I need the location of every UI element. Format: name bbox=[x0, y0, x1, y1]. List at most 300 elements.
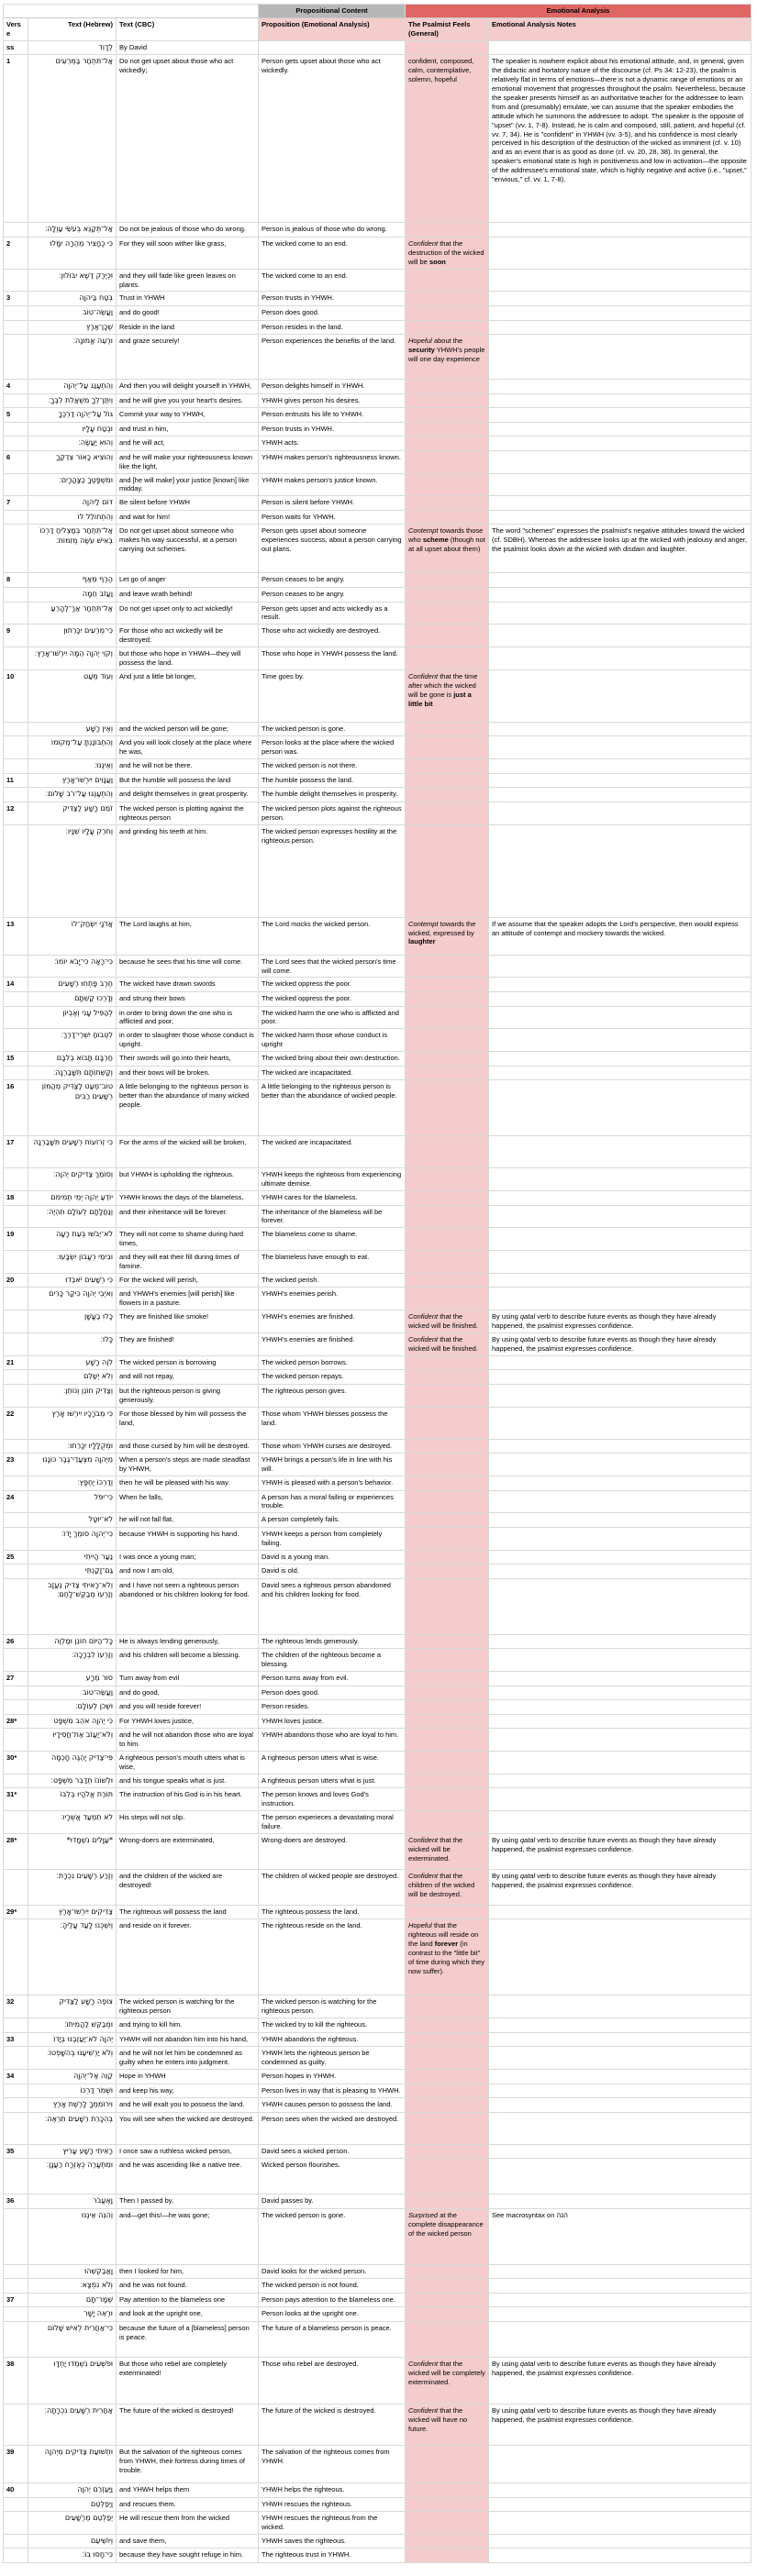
cell-analysis-notes[interactable] bbox=[489, 825, 751, 918]
group-header-emotional-analysis[interactable]: Emotional Analysis bbox=[406, 5, 751, 18]
cell-analysis-notes[interactable] bbox=[489, 1752, 751, 1774]
cell-cbc-text[interactable]: They are finished like smoke! bbox=[117, 1310, 259, 1333]
cell-hebrew-text[interactable]: כִּי זְרוֹעוֹת רְשָׁעִים תִּשָּׁבַרְנָה bbox=[28, 1136, 117, 1168]
cell-proposition[interactable]: Wrong-doers are destroyed. bbox=[259, 1834, 406, 1870]
cell-proposition[interactable]: The person knows and loves God's instruction. bbox=[259, 1788, 406, 1811]
cell-hebrew-text[interactable]: קַוֵּה אֶל־יְהוָה bbox=[28, 2070, 117, 2084]
cell-analysis-notes[interactable] bbox=[489, 1635, 751, 1650]
cell-psalmist-feels[interactable] bbox=[406, 41, 489, 56]
cell-proposition[interactable]: The wicked come to an end. bbox=[259, 270, 406, 293]
cell-cbc-text[interactable]: And you will look closely at the place where he was, bbox=[117, 736, 259, 759]
cell-verse[interactable]: 10 bbox=[4, 670, 28, 723]
cell-cbc-text[interactable]: For they will soon wither like grass, bbox=[117, 238, 259, 270]
cell-hebrew-text[interactable]: שְׁכָן־אֶרֶץ bbox=[28, 321, 117, 336]
cell-hebrew-text[interactable]: דּוֹם לַיהוָה bbox=[28, 496, 117, 511]
cell-psalmist-feels[interactable] bbox=[406, 1564, 489, 1579]
cell-verse[interactable] bbox=[4, 1564, 28, 1579]
group-header-propositional-content[interactable]: Propositional Content bbox=[259, 5, 406, 18]
cell-psalmist-feels[interactable] bbox=[406, 2294, 489, 2308]
cell-hebrew-text[interactable]: אַל־תְּקַנֵּא בְּעֹשֵׂי עַוְלָה׃ bbox=[28, 223, 117, 238]
cell-cbc-text[interactable]: and trying to kill him. bbox=[117, 2018, 259, 2033]
cell-analysis-notes[interactable] bbox=[489, 2279, 751, 2294]
cell-verse[interactable] bbox=[4, 2307, 28, 2322]
cell-verse[interactable] bbox=[4, 223, 28, 238]
cell-analysis-notes[interactable] bbox=[489, 335, 751, 380]
cell-cbc-text[interactable]: and rescues them. bbox=[117, 2498, 259, 2513]
cell-verse[interactable] bbox=[4, 2279, 28, 2294]
cell-proposition[interactable]: YHWH saves the righteous. bbox=[259, 2535, 406, 2549]
cell-proposition[interactable]: The wicked oppress the poor. bbox=[259, 978, 406, 992]
cell-hebrew-text[interactable]: כִּי כֶחָצִיר מְהֵרָה יִמָּלוּ bbox=[28, 238, 117, 270]
cell-proposition[interactable]: The wicked person repays. bbox=[259, 1370, 406, 1385]
cell-proposition[interactable]: YHWH's enemies are finished. bbox=[259, 1333, 406, 1356]
cell-analysis-notes[interactable] bbox=[489, 1029, 751, 1052]
cell-proposition[interactable]: The wicked harm those whose conduct is upright bbox=[259, 1029, 406, 1052]
cell-hebrew-text[interactable]: אֲדֹנָי יִשְׂחַק־לוֹ bbox=[28, 918, 117, 956]
cell-cbc-text[interactable]: and they will eat their fill during times of famine. bbox=[117, 1251, 259, 1274]
cell-proposition[interactable]: YHWH keeps a person from completely failing. bbox=[259, 1528, 406, 1551]
cell-cbc-text[interactable]: Do not be jealous of those who do wrong. bbox=[117, 223, 259, 238]
cell-cbc-text[interactable]: and save them, bbox=[117, 2535, 259, 2549]
cell-psalmist-feels[interactable] bbox=[406, 992, 489, 1007]
cell-proposition[interactable]: David sees a wicked person. bbox=[259, 2145, 406, 2160]
cell-hebrew-text[interactable]: וְיוֹשִׁיעֵם bbox=[28, 2535, 117, 2549]
cell-hebrew-text[interactable]: וְקֹוֵי יְהוָה הֵמָּה יִירְשׁוּ־אָרֶץ׃ bbox=[28, 647, 117, 670]
cell-proposition[interactable]: David passes by. bbox=[259, 2195, 406, 2209]
cell-analysis-notes[interactable] bbox=[489, 1491, 751, 1514]
cell-psalmist-feels[interactable] bbox=[406, 2018, 489, 2033]
cell-psalmist-feels[interactable] bbox=[406, 2483, 489, 2498]
cell-proposition[interactable]: Wicked person flourishes. bbox=[259, 2159, 406, 2195]
cell-psalmist-feels[interactable] bbox=[406, 270, 489, 293]
cell-cbc-text[interactable]: and he was ascending like a native tree. bbox=[117, 2159, 259, 2195]
cell-verse[interactable]: 33 bbox=[4, 2033, 28, 2048]
cell-analysis-notes[interactable] bbox=[489, 573, 751, 588]
cell-cbc-text[interactable]: You will see when the wicked are destroyed. bbox=[117, 2113, 259, 2145]
cell-verse[interactable] bbox=[4, 603, 28, 625]
cell-proposition[interactable]: The righteous lends generously. bbox=[259, 1635, 406, 1650]
cell-analysis-notes[interactable] bbox=[489, 41, 751, 56]
cell-psalmist-feels[interactable]: Confident that the time after which the wicked will be gone is just a little bit bbox=[406, 670, 489, 723]
cell-analysis-notes[interactable] bbox=[489, 2033, 751, 2048]
cell-hebrew-text[interactable]: וּשְׁמֹר דַּרְכּוֹ bbox=[28, 2084, 117, 2099]
cell-hebrew-text[interactable]: וְקַשְּׁתוֹתָם תִּשָּׁבַרְנָה׃ bbox=[28, 1067, 117, 1081]
cell-cbc-text[interactable]: and their bows will be broken. bbox=[117, 1067, 259, 1081]
cell-analysis-notes[interactable] bbox=[489, 2512, 751, 2535]
cell-cbc-text[interactable]: The wicked person is plotting against the righteous person bbox=[117, 802, 259, 825]
cell-proposition[interactable]: Those who hope in YHWH possess the land. bbox=[259, 647, 406, 670]
cell-proposition[interactable]: Person hopes in YHWH. bbox=[259, 2070, 406, 2084]
cell-cbc-text[interactable]: because YHWH is supporting his hand. bbox=[117, 1528, 259, 1551]
cell-analysis-notes[interactable]: By using qatal verb to describe future events as though they have already happened, the psalmist expresses confidence. bbox=[489, 1834, 751, 1870]
cell-cbc-text[interactable]: and wait for him! bbox=[117, 511, 259, 525]
cell-analysis-notes[interactable] bbox=[489, 437, 751, 451]
cell-cbc-text[interactable]: For the arms of the wicked will be broken, bbox=[117, 1136, 259, 1168]
cell-analysis-notes[interactable] bbox=[489, 408, 751, 423]
cell-proposition[interactable]: Person pays attention to the blameless one. bbox=[259, 2294, 406, 2308]
cell-analysis-notes[interactable] bbox=[489, 956, 751, 978]
cell-analysis-notes[interactable] bbox=[489, 292, 751, 306]
cell-hebrew-text[interactable]: וְהִתְחוֹלֵל לוֹ bbox=[28, 511, 117, 525]
cell-cbc-text[interactable]: A righteous person's mouth utters what is wise, bbox=[117, 1752, 259, 1774]
cell-verse[interactable] bbox=[4, 759, 28, 774]
cell-psalmist-feels[interactable] bbox=[406, 774, 489, 789]
cell-cbc-text[interactable]: But the salvation of the righteous comes from YHWH, their fortress during times of trouble. bbox=[117, 2446, 259, 2483]
cell-analysis-notes[interactable]: The word "schemes" expresses the psalmist's negative attitudes toward the wicked (cf. SDBH). Whereas the addressee looks up at the wicked with jealousy and anger, the psalmist looks down at the wicked with disdain and laughter. bbox=[489, 525, 751, 573]
cell-analysis-notes[interactable] bbox=[489, 2070, 751, 2084]
cell-proposition[interactable]: The wicked person is not found. bbox=[259, 2279, 406, 2294]
cell-verse[interactable] bbox=[4, 1476, 28, 1491]
cell-hebrew-text[interactable]: וּרְאֵה יָשָׁר bbox=[28, 2307, 117, 2322]
cell-psalmist-feels[interactable] bbox=[406, 1774, 489, 1789]
cell-psalmist-feels[interactable] bbox=[406, 1408, 489, 1440]
cell-analysis-notes[interactable] bbox=[489, 992, 751, 1007]
cell-analysis-notes[interactable] bbox=[489, 1356, 751, 1371]
cell-proposition[interactable]: YHWH abandons those who are loyal to him. bbox=[259, 1729, 406, 1752]
cell-verse[interactable]: 2 bbox=[4, 238, 28, 270]
cell-analysis-notes[interactable] bbox=[489, 1052, 751, 1067]
cell-analysis-notes[interactable] bbox=[489, 1996, 751, 2018]
cell-hebrew-text[interactable]: חַרְבָּם תָּבוֹא בְלִבָּם bbox=[28, 1052, 117, 1067]
cell-proposition[interactable]: The children of the righteous become a blessing. bbox=[259, 1649, 406, 1672]
cell-psalmist-feels[interactable] bbox=[406, 474, 489, 497]
cell-cbc-text[interactable]: but the righteous person is giving generously. bbox=[117, 1385, 259, 1408]
cell-proposition[interactable]: YHWH loves justice. bbox=[259, 1715, 406, 1730]
cell-proposition[interactable]: The humble delight themselves in prosperity. bbox=[259, 788, 406, 802]
cell-psalmist-feels[interactable]: Confident that the wicked will be finished. bbox=[406, 1310, 489, 1333]
cell-verse[interactable]: 39 bbox=[4, 2446, 28, 2483]
cell-hebrew-text[interactable]: וְלֹא יְשַׁלֵּם bbox=[28, 1370, 117, 1385]
cell-hebrew-text[interactable]: לְדָוִד bbox=[28, 41, 117, 56]
cell-psalmist-feels[interactable] bbox=[406, 2446, 489, 2483]
cell-cbc-text[interactable]: and he was not found. bbox=[117, 2279, 259, 2294]
cell-cbc-text[interactable]: For YHWH loves justice, bbox=[117, 1715, 259, 1730]
cell-analysis-notes[interactable] bbox=[489, 723, 751, 737]
cell-psalmist-feels[interactable] bbox=[406, 2322, 489, 2358]
cell-analysis-notes[interactable] bbox=[489, 2548, 751, 2563]
cell-cbc-text[interactable]: in order to bring down the one who is afflicted and poor, bbox=[117, 1007, 259, 1030]
cell-proposition[interactable]: The blameless have enough to eat. bbox=[259, 1251, 406, 1274]
cell-proposition[interactable]: The salvation of the righteous comes from YHWH. bbox=[259, 2446, 406, 2483]
cell-psalmist-feels[interactable]: confident, composed, calm, contemplative, solemn, hopeful bbox=[406, 55, 489, 223]
cell-proposition[interactable]: Person experiences the benefits of the land. bbox=[259, 335, 406, 380]
cell-analysis-notes[interactable] bbox=[489, 2047, 751, 2070]
cell-proposition[interactable]: The Lord sees that the wicked person's time will come. bbox=[259, 956, 406, 978]
cell-hebrew-text[interactable]: הֶרֶף מֵאַף bbox=[28, 573, 117, 588]
cell-verse[interactable]: 36 bbox=[4, 2195, 28, 2209]
cell-verse[interactable] bbox=[4, 2113, 28, 2145]
cell-verse[interactable]: 23 bbox=[4, 1454, 28, 1476]
cell-psalmist-feels[interactable] bbox=[406, 1635, 489, 1650]
cell-hebrew-text[interactable]: אַל־תִּתְחַר בְּמַצְלִיחַ דַּרְכּוֹ בְּאִישׁ עֹשֶׂה מְזִמּוֹת׃ bbox=[28, 525, 117, 573]
cell-analysis-notes[interactable] bbox=[489, 238, 751, 270]
cell-hebrew-text[interactable]: וְהִתְבּוֹנַנְתָּ עַל־מְקוֹמוֹ bbox=[28, 736, 117, 759]
cell-verse[interactable] bbox=[4, 788, 28, 802]
cell-verse[interactable] bbox=[4, 2098, 28, 2113]
cell-cbc-text[interactable]: The future of the wicked is destroyed! bbox=[117, 2405, 259, 2446]
cell-verse[interactable] bbox=[4, 2498, 28, 2513]
cell-verse[interactable]: 17 bbox=[4, 1136, 28, 1168]
cell-psalmist-feels[interactable] bbox=[406, 408, 489, 423]
cell-psalmist-feels[interactable] bbox=[406, 1251, 489, 1274]
cell-proposition[interactable]: The wicked person is not there. bbox=[259, 759, 406, 774]
cell-proposition[interactable]: Person ceases to be angry. bbox=[259, 588, 406, 603]
cell-proposition[interactable]: Person lives in way that is pleasing to YHWH. bbox=[259, 2084, 406, 2099]
cell-proposition[interactable]: Person trusts in YHWH. bbox=[259, 292, 406, 306]
cell-psalmist-feels[interactable]: Confident that the children of the wicked will be destroyed. bbox=[406, 1870, 489, 1906]
cell-verse[interactable] bbox=[4, 2405, 28, 2446]
cell-proposition[interactable]: YHWH lets the righteous person be condemned as guilty. bbox=[259, 2047, 406, 2070]
cell-hebrew-text[interactable]: וְיִתֶּן־לְךָ מִשְׁאֲלֹת לִבֶּךָ׃ bbox=[28, 394, 117, 409]
cell-analysis-notes[interactable] bbox=[489, 2159, 751, 2195]
cell-verse[interactable]: 4 bbox=[4, 380, 28, 394]
cell-proposition[interactable]: YHWH cares for the blameless. bbox=[259, 1191, 406, 1206]
cell-cbc-text[interactable]: Do not get upset only to act wickedly! bbox=[117, 603, 259, 625]
cell-cbc-text[interactable]: I once saw a ruthless wicked person, bbox=[117, 2145, 259, 2160]
cell-cbc-text[interactable]: But the humble will possess the land bbox=[117, 774, 259, 789]
cell-cbc-text[interactable]: and his children will become a blessing. bbox=[117, 1649, 259, 1672]
cell-proposition[interactable]: Person ceases to be angry. bbox=[259, 573, 406, 588]
cell-cbc-text[interactable]: and keep his way, bbox=[117, 2084, 259, 2099]
cell-analysis-notes[interactable] bbox=[489, 625, 751, 647]
cell-psalmist-feels[interactable] bbox=[406, 423, 489, 437]
cell-proposition[interactable]: The wicked person plots against the righteous person. bbox=[259, 802, 406, 825]
cell-psalmist-feels[interactable] bbox=[406, 1274, 489, 1288]
cell-cbc-text[interactable]: The instruction of his God is in his heart. bbox=[117, 1788, 259, 1811]
cell-cbc-text[interactable]: His steps will not slip. bbox=[117, 1811, 259, 1834]
cell-proposition[interactable]: Person gets upset about those who act wickedly. bbox=[259, 55, 406, 223]
cell-analysis-notes[interactable] bbox=[489, 1649, 751, 1672]
cell-psalmist-feels[interactable]: Confident that the wicked will have no future. bbox=[406, 2405, 489, 2446]
cell-verse[interactable] bbox=[4, 1870, 28, 1906]
cell-verse[interactable] bbox=[4, 306, 28, 321]
cell-proposition[interactable]: Person does good. bbox=[259, 1686, 406, 1701]
cell-cbc-text[interactable]: When he falls, bbox=[117, 1491, 259, 1514]
cell-analysis-notes[interactable] bbox=[489, 2145, 751, 2160]
cell-hebrew-text[interactable]: חֶרֶב פָּתְחוּ רְשָׁעִים bbox=[28, 978, 117, 992]
cell-proposition[interactable]: The wicked person is gone. bbox=[259, 723, 406, 737]
cell-proposition[interactable]: The blameless come to shame. bbox=[259, 1228, 406, 1251]
cell-psalmist-feels[interactable] bbox=[406, 802, 489, 825]
cell-analysis-notes[interactable] bbox=[489, 1686, 751, 1701]
cell-hebrew-text[interactable]: לֹא־יֵבֹשׁוּ בְּעֵת רָעָה bbox=[28, 1228, 117, 1251]
cell-verse[interactable]: 16 bbox=[4, 1080, 28, 1136]
cell-proposition[interactable]: The children of wicked people are destroyed. bbox=[259, 1870, 406, 1906]
cell-proposition[interactable]: Those whom YHWH curses are destroyed. bbox=[259, 1440, 406, 1454]
cell-cbc-text[interactable]: They will not come to shame during hard times, bbox=[117, 1228, 259, 1251]
cell-proposition[interactable]: The humble possess the land. bbox=[259, 774, 406, 789]
cell-psalmist-feels[interactable] bbox=[406, 1206, 489, 1229]
cell-cbc-text[interactable]: and those cursed by him will be destroyed. bbox=[117, 1440, 259, 1454]
cell-analysis-notes[interactable] bbox=[489, 2113, 751, 2145]
cell-hebrew-text[interactable]: יוֹדֵעַ יְהוָה יְמֵי תְמִימִם bbox=[28, 1191, 117, 1206]
cell-proposition[interactable]: The person experieces a devastating moral failure. bbox=[259, 1811, 406, 1834]
cell-analysis-notes[interactable] bbox=[489, 1385, 751, 1408]
cell-hebrew-text[interactable]: וְאֵין רָשָׁע bbox=[28, 723, 117, 737]
cell-cbc-text[interactable]: For the wicked will perish, bbox=[117, 1274, 259, 1288]
cell-verse[interactable]: 1 bbox=[4, 55, 28, 223]
cell-psalmist-feels[interactable] bbox=[406, 2033, 489, 2048]
cell-hebrew-text[interactable]: כִּי־חָסוּ בוֹ׃ bbox=[28, 2548, 117, 2563]
cell-psalmist-feels[interactable] bbox=[406, 1080, 489, 1136]
cell-cbc-text[interactable]: and now I am old, bbox=[117, 1564, 259, 1579]
cell-verse[interactable]: 40 bbox=[4, 2483, 28, 2498]
cell-proposition[interactable]: YHWH gives person his desires. bbox=[259, 394, 406, 409]
cell-verse[interactable] bbox=[4, 2535, 28, 2549]
cell-hebrew-text[interactable]: וְדָרְכוּ קַשְׁתָּם bbox=[28, 992, 117, 1007]
cell-analysis-notes[interactable] bbox=[489, 474, 751, 497]
cell-psalmist-feels[interactable]: Confident that the wicked will be exterminated. bbox=[406, 1834, 489, 1870]
cell-analysis-notes[interactable] bbox=[489, 2446, 751, 2483]
cell-proposition[interactable]: The wicked bring about their own destruction. bbox=[259, 1052, 406, 1067]
cell-verse[interactable]: 21 bbox=[4, 1356, 28, 1371]
cell-psalmist-feels[interactable] bbox=[406, 2512, 489, 2535]
cell-psalmist-feels[interactable]: Confident that the destruction of the wicked will be soon bbox=[406, 238, 489, 270]
cell-analysis-notes[interactable]: See macrosyntax on הנה bbox=[489, 2209, 751, 2265]
cell-psalmist-feels[interactable] bbox=[406, 1906, 489, 1920]
cell-analysis-notes[interactable] bbox=[489, 1700, 751, 1715]
cell-verse[interactable] bbox=[4, 511, 28, 525]
cell-psalmist-feels[interactable] bbox=[406, 1191, 489, 1206]
cell-proposition[interactable]: YHWH is pleased with a person's behavior. bbox=[259, 1476, 406, 1491]
cell-hebrew-text[interactable]: וַעֲשֵׂה־טוֹב bbox=[28, 306, 117, 321]
cell-proposition[interactable]: The wicked oppress the poor. bbox=[259, 992, 406, 1007]
cell-psalmist-feels[interactable] bbox=[406, 1513, 489, 1528]
cell-cbc-text[interactable]: Pay attention to the blameless one bbox=[117, 2294, 259, 2308]
cell-analysis-notes[interactable] bbox=[489, 1370, 751, 1385]
cell-cbc-text[interactable]: For those blessed by him will possess the land, bbox=[117, 1408, 259, 1440]
cell-proposition[interactable]: Person entrusts his life to YHWH. bbox=[259, 408, 406, 423]
cell-analysis-notes[interactable] bbox=[489, 270, 751, 293]
cell-verse[interactable] bbox=[4, 525, 28, 573]
cell-analysis-notes[interactable] bbox=[489, 1476, 751, 1491]
cell-hebrew-text[interactable]: וְאֵינֶנּוּ׃ bbox=[28, 759, 117, 774]
cell-analysis-notes[interactable]: By using qatal verb to describe future events as though they have already happened, the psalmist expresses confidence. bbox=[489, 1333, 751, 1356]
cell-hebrew-text[interactable]: וְהוּא יַעֲשֶׂה׃ bbox=[28, 437, 117, 451]
cell-psalmist-feels[interactable] bbox=[406, 2498, 489, 2513]
cell-psalmist-feels[interactable] bbox=[406, 1136, 489, 1168]
cell-proposition[interactable]: YHWH makes person's justice known. bbox=[259, 474, 406, 497]
cell-psalmist-feels[interactable] bbox=[406, 1649, 489, 1672]
cell-analysis-notes[interactable] bbox=[489, 2307, 751, 2322]
cell-psalmist-feels[interactable] bbox=[406, 588, 489, 603]
cell-proposition[interactable]: The righteous possess the land. bbox=[259, 1906, 406, 1920]
cell-psalmist-feels[interactable] bbox=[406, 380, 489, 394]
cell-cbc-text[interactable]: and will not repay, bbox=[117, 1370, 259, 1385]
cell-analysis-notes[interactable] bbox=[489, 1080, 751, 1136]
cell-cbc-text[interactable]: He will rescue them from the wicked bbox=[117, 2512, 259, 2535]
cell-cbc-text[interactable]: For those who act wickedly will be destroyed; bbox=[117, 625, 259, 647]
cell-hebrew-text[interactable]: בְּהִכָּרֵת רְשָׁעִים תִּרְאֶה׃ bbox=[28, 2113, 117, 2145]
cell-cbc-text[interactable]: When a person's steps are made steadfast by YHWH, bbox=[117, 1454, 259, 1476]
cell-analysis-notes[interactable] bbox=[489, 774, 751, 789]
cell-hebrew-text[interactable]: וִירוֹמִמְךָ לָרֶשֶׁת אָרֶץ bbox=[28, 2098, 117, 2113]
cell-cbc-text[interactable]: and their inheritance will be forever. bbox=[117, 1206, 259, 1229]
cell-verse[interactable] bbox=[4, 423, 28, 437]
cell-verse[interactable] bbox=[4, 394, 28, 409]
cell-proposition[interactable]: YHWH makes person's righteousness known. bbox=[259, 451, 406, 474]
cell-hebrew-text[interactable]: כִּי־יְהוָה סוֹמֵךְ יָדוֹ׃ bbox=[28, 1528, 117, 1551]
cell-proposition[interactable]: David sees a righteous person abandoned and his children looking for food. bbox=[259, 1579, 406, 1635]
cell-hebrew-text[interactable]: כָּלוּ בֶעָשָׁן bbox=[28, 1310, 117, 1333]
cell-psalmist-feels[interactable] bbox=[406, 2535, 489, 2549]
cell-cbc-text[interactable]: and he will not abandon those who are loyal to him. bbox=[117, 1729, 259, 1752]
cell-verse[interactable] bbox=[4, 723, 28, 737]
cell-hebrew-text[interactable]: וְיִשְׁכְּנוּ לָעַד עָלֶיהָ׃ bbox=[28, 1919, 117, 1996]
cell-cbc-text[interactable]: and he will act, bbox=[117, 437, 259, 451]
cell-hebrew-text[interactable]: נַעַר הָיִיתִי bbox=[28, 1551, 117, 1565]
cell-cbc-text[interactable]: and leave wrath behind! bbox=[117, 588, 259, 603]
cell-proposition[interactable]: YHWH rescues the righteous. bbox=[259, 2498, 406, 2513]
cell-psalmist-feels[interactable] bbox=[406, 1528, 489, 1551]
cell-cbc-text[interactable]: and—get this!—he was gone; bbox=[117, 2209, 259, 2265]
cell-cbc-text[interactable]: then he will be pleased with his way. bbox=[117, 1476, 259, 1491]
cell-hebrew-text[interactable]: וּלְשׁוֹנוֹ תְּדַבֵּר מִשְׁפָּט׃ bbox=[28, 1774, 117, 1789]
cell-proposition[interactable]: Person is silent before YHWH. bbox=[259, 496, 406, 511]
cell-hebrew-text[interactable]: יְפַלְּטֵם מֵרְשָׁעִים bbox=[28, 2512, 117, 2535]
cell-proposition[interactable]: Person does good. bbox=[259, 306, 406, 321]
cell-psalmist-feels[interactable] bbox=[406, 1067, 489, 1081]
cell-analysis-notes[interactable] bbox=[489, 670, 751, 723]
cell-proposition[interactable]: The righteous trust in YHWH. bbox=[259, 2548, 406, 2563]
cell-proposition[interactable]: Person trusts in YHWH. bbox=[259, 423, 406, 437]
cell-psalmist-feels[interactable] bbox=[406, 647, 489, 670]
cell-verse[interactable] bbox=[4, 474, 28, 497]
cell-verse[interactable]: 31* bbox=[4, 1788, 28, 1811]
cell-hebrew-text[interactable]: וְהִתְעַנְּגוּ עַל־רֹב שָׁלוֹם׃ bbox=[28, 788, 117, 802]
cell-verse[interactable] bbox=[4, 1370, 28, 1385]
cell-psalmist-feels[interactable] bbox=[406, 2098, 489, 2113]
cell-analysis-notes[interactable] bbox=[489, 496, 751, 511]
cell-cbc-text[interactable]: then I looked for him, bbox=[117, 2265, 259, 2280]
cell-verse[interactable]: 8 bbox=[4, 573, 28, 588]
cell-cbc-text[interactable]: and his tongue speaks what is just. bbox=[117, 1774, 259, 1789]
cell-psalmist-feels[interactable] bbox=[406, 306, 489, 321]
cell-analysis-notes[interactable] bbox=[489, 736, 751, 759]
cell-verse[interactable]: 27 bbox=[4, 1672, 28, 1686]
cell-verse[interactable] bbox=[4, 1251, 28, 1274]
cell-verse[interactable] bbox=[4, 1310, 28, 1333]
cell-verse[interactable] bbox=[4, 2548, 28, 2563]
cell-verse[interactable] bbox=[4, 825, 28, 918]
cell-psalmist-feels[interactable]: Confident that the wicked will be finished. bbox=[406, 1333, 489, 1356]
cell-hebrew-text[interactable]: לֹא־יוּטָל bbox=[28, 1513, 117, 1528]
cell-verse[interactable] bbox=[4, 1168, 28, 1191]
cell-proposition[interactable]: Time goes by. bbox=[259, 670, 406, 723]
cell-hebrew-text[interactable]: וְזֶרַע רְשָׁעִים נִכְרָת׃ bbox=[28, 1870, 117, 1906]
cell-psalmist-feels[interactable] bbox=[406, 511, 489, 525]
cell-psalmist-feels[interactable] bbox=[406, 2145, 489, 2160]
cell-verse[interactable] bbox=[4, 1333, 28, 1356]
cell-analysis-notes[interactable] bbox=[489, 2084, 751, 2099]
cell-verse[interactable]: 20 bbox=[4, 1274, 28, 1288]
cell-psalmist-feels[interactable] bbox=[406, 2279, 489, 2294]
cell-hebrew-text[interactable]: זֹמֵם רָשָׁע לַצַּדִּיק bbox=[28, 802, 117, 825]
cell-verse[interactable]: 14 bbox=[4, 978, 28, 992]
cell-hebrew-text[interactable]: שְׁמָר־תָּם bbox=[28, 2294, 117, 2308]
cell-analysis-notes[interactable] bbox=[489, 1811, 751, 1834]
cell-analysis-notes[interactable] bbox=[489, 1528, 751, 1551]
cell-hebrew-text[interactable]: *עַוָּלִים נִשְׁמָדוּ* bbox=[28, 1834, 117, 1870]
cell-psalmist-feels[interactable] bbox=[406, 1729, 489, 1752]
cell-psalmist-feels[interactable] bbox=[406, 2159, 489, 2195]
cell-hebrew-text[interactable]: וּבִימֵי רְעָבוֹן יִשְׂבָּעוּ׃ bbox=[28, 1251, 117, 1274]
cell-hebrew-text[interactable]: וּבְטַח עָלָיו bbox=[28, 423, 117, 437]
cell-hebrew-text[interactable]: וְלֹא יַרְשִׁיעֶנּוּ בְּהִשָּׁפְטוֹ׃ bbox=[28, 2047, 117, 2070]
cell-hebrew-text[interactable]: וּפֹשְׁעִים נִשְׁמְדוּ יַחְדָּו bbox=[28, 2358, 117, 2405]
cell-verse[interactable] bbox=[4, 1206, 28, 1229]
cell-verse[interactable]: 28* bbox=[4, 1715, 28, 1730]
